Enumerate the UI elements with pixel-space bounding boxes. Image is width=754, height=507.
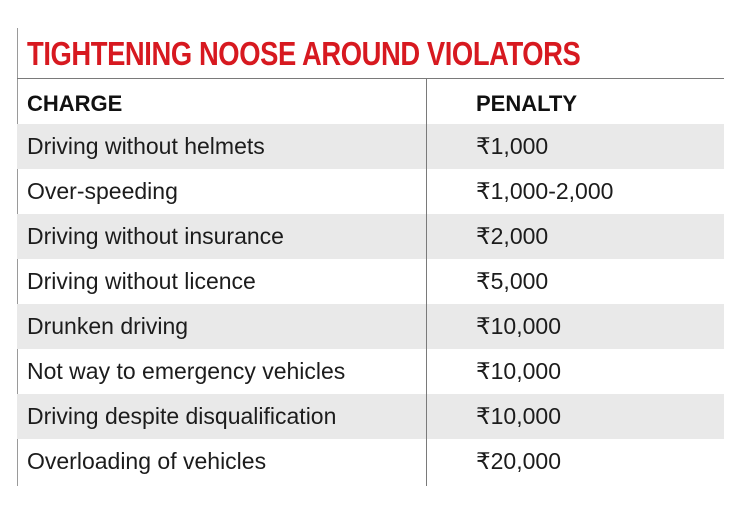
header-charge: CHARGE	[27, 90, 123, 116]
column-divider-rule	[426, 79, 427, 486]
table-row	[17, 394, 724, 439]
penalty-cell: ₹1,000	[476, 133, 549, 159]
charge-cell: Driving without insurance	[27, 223, 284, 249]
penalty-cell: ₹2,000	[476, 223, 549, 249]
penalty-table	[17, 79, 724, 484]
charge-cell: Over-speeding	[27, 178, 178, 204]
penalty-cell: ₹5,000	[476, 268, 549, 294]
table-row	[17, 169, 724, 214]
table-title: TIGHTENING NOOSE AROUND VIOLATORS	[27, 35, 581, 72]
penalty-cell: ₹10,000	[476, 358, 561, 384]
table-row	[17, 304, 724, 349]
charge-cell: Overloading of vehicles	[27, 448, 267, 474]
penalty-cell: ₹10,000	[476, 313, 561, 339]
table-row	[17, 124, 724, 169]
penalty-cell: ₹20,000	[476, 448, 561, 474]
penalty-cell: ₹10,000	[476, 403, 561, 429]
table-header-row	[17, 79, 724, 124]
header-penalty: PENALTY	[476, 90, 578, 116]
charge-cell: Driving despite disqualification	[27, 403, 337, 429]
charge-cell: Driving without helmets	[27, 133, 265, 159]
charge-cell: Driving without licence	[27, 268, 256, 294]
charge-cell: Not way to emergency vehicles	[27, 358, 346, 384]
penalty-cell: ₹1,000-2,000	[476, 178, 614, 204]
table-row	[17, 349, 724, 394]
table-row	[17, 214, 724, 259]
table-row	[17, 439, 724, 484]
table-row	[17, 259, 724, 304]
charge-cell: Drunken driving	[27, 313, 189, 339]
